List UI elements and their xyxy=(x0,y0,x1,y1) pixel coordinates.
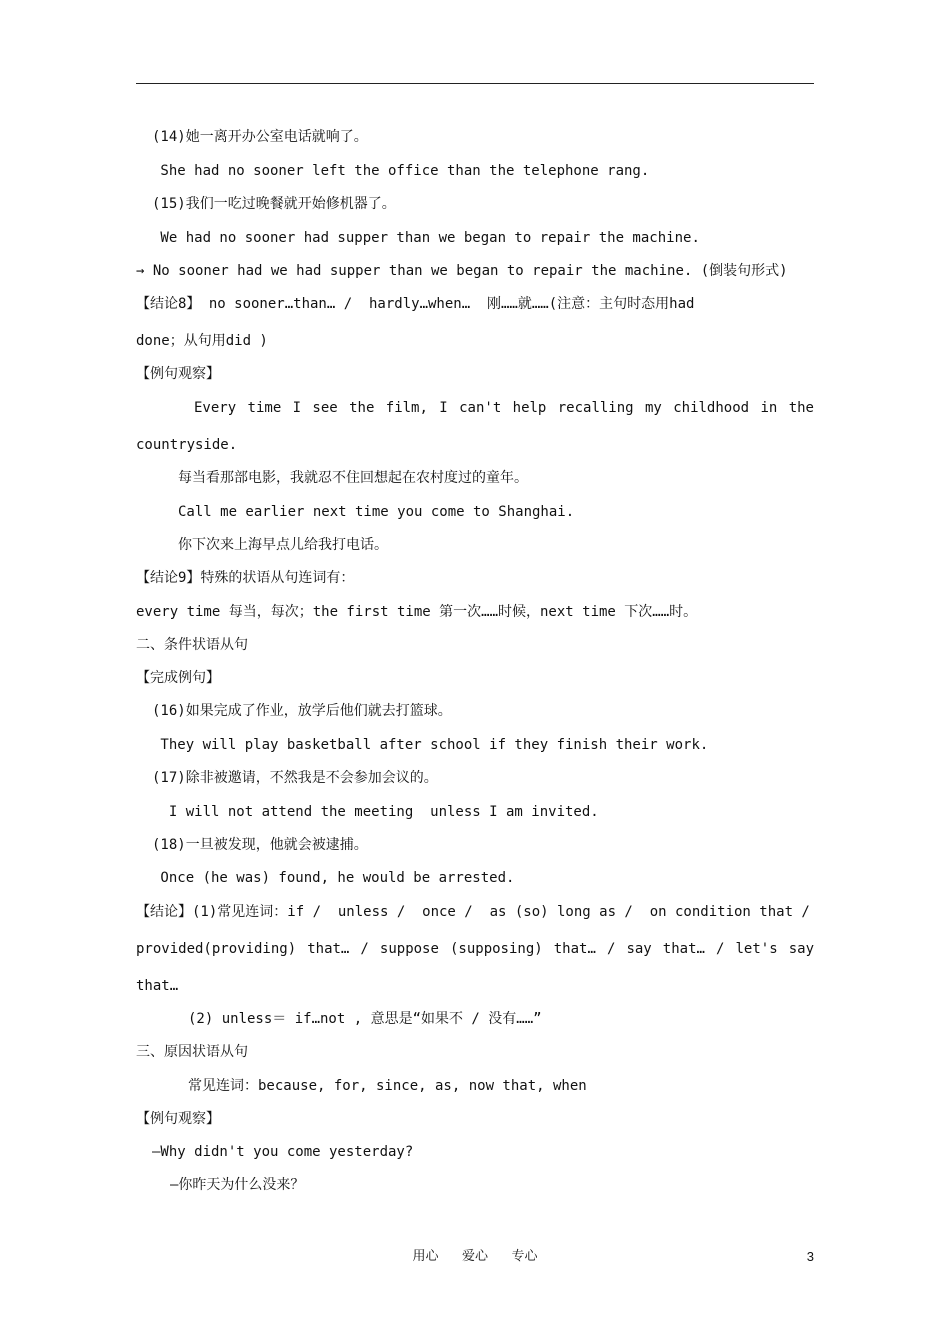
example-14-english: She had no sooner left the office than the telephone rang. xyxy=(152,163,650,179)
observe-translation-1: 每当看那部电影，我就忍不住回想起在农村度过的童年。 xyxy=(178,470,528,486)
example-16-english: They will play basketball after school if they finish their work. xyxy=(152,737,709,753)
section-heading-conditional: 二、条件状语从句 xyxy=(136,637,248,653)
section-heading-observe: 【例句观察】 xyxy=(136,366,220,382)
observe-sentence-1-continued: countryside. xyxy=(136,437,238,453)
observe-sentence-1: Every time I see the film, I can't help recalling my childhood in the xyxy=(194,400,814,416)
example-15-inverted: → No sooner had we had supper than we began to repair the machine. (倒装句形式) xyxy=(136,263,788,279)
example-17-chinese: (17)除非被邀请，不然我是不会参加会议的。 xyxy=(152,770,438,786)
conclusion-8-continued: done；从句用did ) xyxy=(136,333,268,349)
cause-conjunctions: 常见连词：because, for, since, as, now that, when xyxy=(188,1078,587,1094)
example-16-chinese: (16)如果完成了作业，放学后他们就去打篮球。 xyxy=(152,703,452,719)
example-17-english: I will not attend the meeting unless I am invited. xyxy=(152,804,599,820)
conclusion-unless: (2) unless＝ if…not , 意思是“如果不 / 没有……” xyxy=(188,1011,542,1027)
conclusion-conditional-end: that… xyxy=(136,978,179,994)
page-number: 3 xyxy=(806,1249,814,1264)
example-18-english: Once (he was) found, he would be arrested. xyxy=(152,870,515,886)
conclusion-8: 【结论8】 no sooner…than… / hardly…when… 刚……就……(注意：主句时态用had xyxy=(136,296,695,312)
observe-translation-2: 你下次来上海早点儿给我打电话。 xyxy=(178,537,388,553)
conclusion-conditional-continued: provided(providing) that… / suppose (supposing) that… / say that… / let's say xyxy=(136,941,814,957)
dialog-question: —Why didn't you come yesterday? xyxy=(152,1144,414,1160)
example-14-chinese: (14)她一离开办公室电话就响了。 xyxy=(152,129,368,145)
observe-sentence-2: Call me earlier next time you come to Shanghai. xyxy=(178,504,575,520)
example-18-chinese: (18)一旦被发现，他就会被逮捕。 xyxy=(152,837,368,853)
conclusion-conditional: 【结论】(1)常见连词：if / unless / once / as (so) long as / on condition that / xyxy=(136,904,810,920)
footer-motto: 用心 爱心 专心 xyxy=(412,1249,538,1264)
example-15-chinese: (15)我们一吃过晚餐就开始修机器了。 xyxy=(152,196,396,212)
section-heading-observe-2: 【例句观察】 xyxy=(136,1111,220,1127)
section-heading-complete: 【完成例句】 xyxy=(136,670,220,686)
example-15-english: We had no sooner had supper than we began to repair the machine. xyxy=(152,230,700,246)
conclusion-9-conjunctions: every time 每当，每次；the first time 第一次……时候，next time 下次……时。 xyxy=(136,604,698,620)
dialog-translation: —你昨天为什么没来？ xyxy=(170,1177,305,1193)
section-heading-cause: 三、原因状语从句 xyxy=(136,1044,248,1060)
conclusion-9: 【结论9】特殊的状语从句连词有： xyxy=(136,570,355,586)
